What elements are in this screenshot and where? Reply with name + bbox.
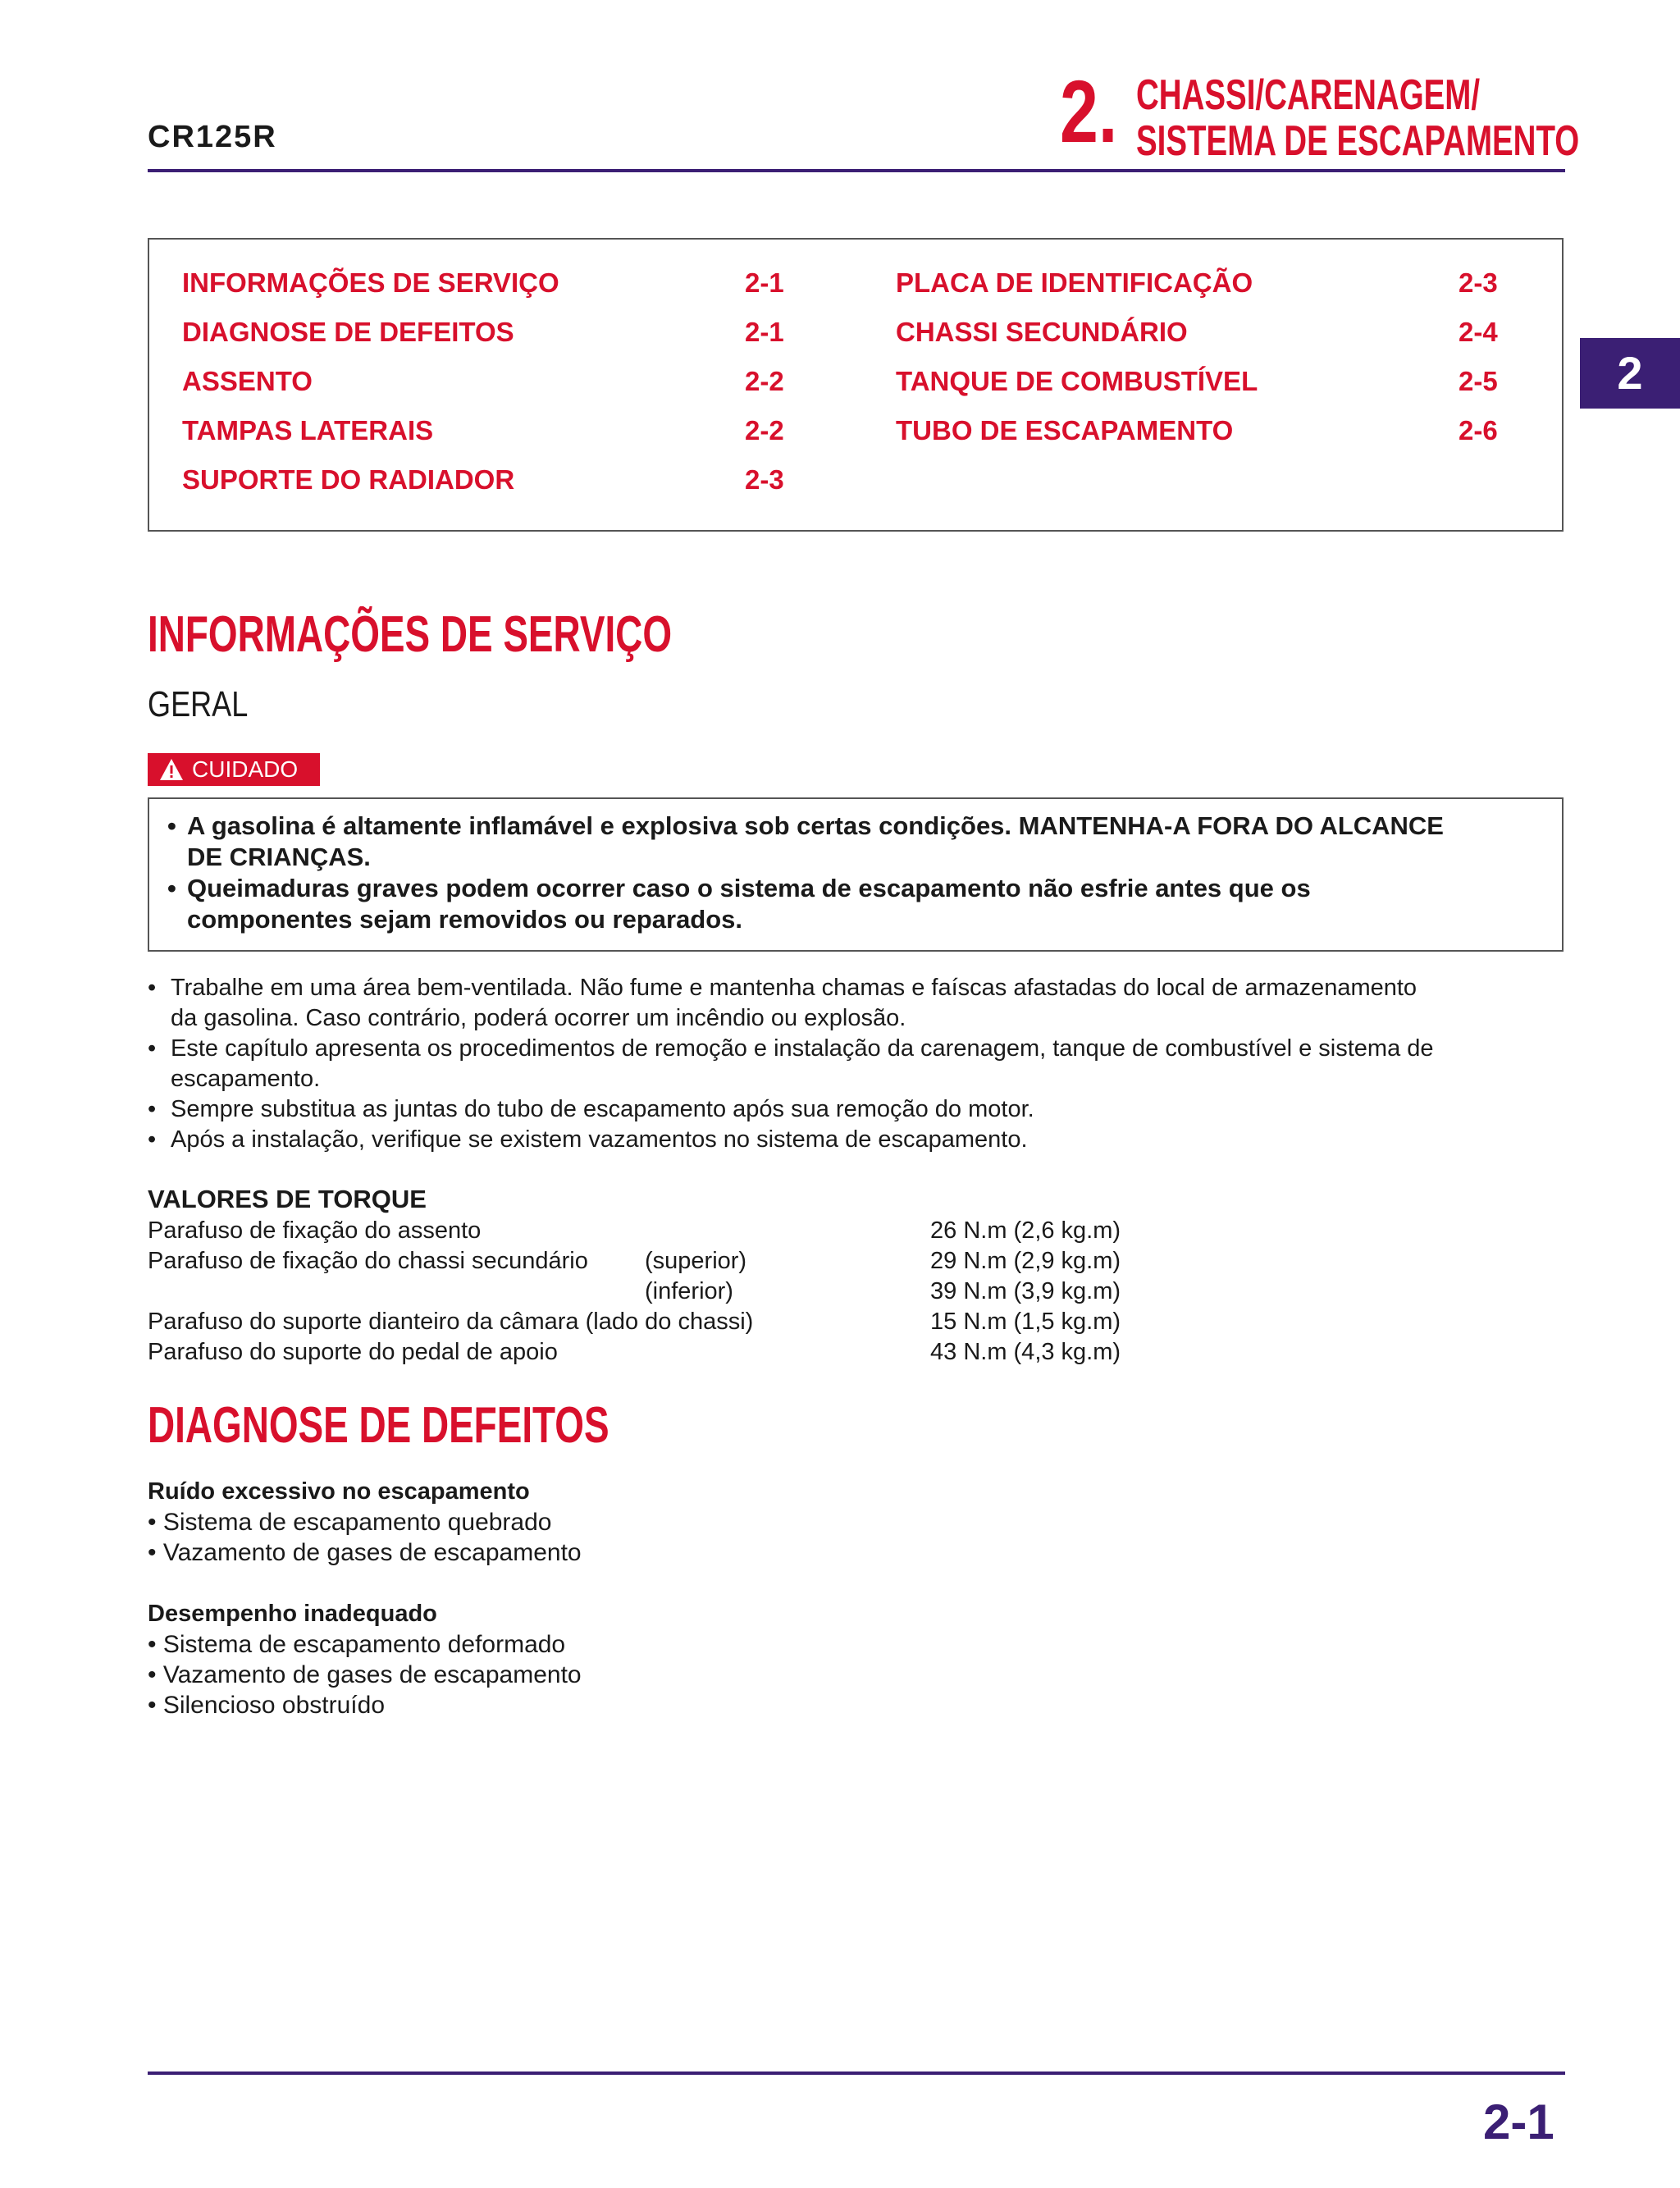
toc-link[interactable]: CHASSI SECUNDÁRIO — [896, 317, 1188, 347]
toc-link[interactable]: ASSENTO — [182, 366, 313, 396]
torque-values-title: VALORES DE TORQUE — [148, 1185, 427, 1213]
diagnosis-heading: Ruído excessivo no escapamento — [148, 1478, 530, 1505]
toc-link[interactable]: DIAGNOSE DE DEFEITOS — [182, 317, 514, 347]
toc-page: 2-1 — [745, 267, 784, 298]
warning-box — [148, 797, 1564, 952]
torque-item: Parafuso do suporte dianteiro da câmara (lado do chassi) — [148, 1309, 754, 1335]
toc-link[interactable]: PLACA DE IDENTIFICAÇÃO — [896, 267, 1253, 298]
torque-value: 29 N.m (2,9 kg.m) — [930, 1248, 1121, 1274]
torque-item: Parafuso de fixação do chassi secundário — [148, 1248, 588, 1274]
toc-page: 2-3 — [1459, 267, 1498, 298]
toc-page: 2-3 — [745, 464, 784, 495]
toc-page: 2-5 — [1459, 366, 1498, 396]
footer-rule — [148, 2072, 1565, 2075]
chapter-number: 2. — [1060, 62, 1118, 161]
warning-text: componentes sejam removidos ou reparados. — [187, 905, 743, 934]
caution-label: CUIDADO — [192, 756, 299, 782]
torque-qualifier: (inferior) — [645, 1278, 733, 1304]
toc-page: 2-1 — [745, 317, 784, 347]
list-item: • Trabalhe em uma área bem-ventilada. Não fume e mantenha chamas e faíscas afastadas do local de armazenamento da gasolina. Caso contrário, poderá ocorrer um incêndio ou explosão. — [148, 973, 1567, 1034]
list-item: • Sempre substitua as juntas do tubo de escapamento após sua remoção do motor. — [148, 1094, 1567, 1125]
toc-link[interactable]: SUPORTE DO RADIADOR — [182, 464, 515, 495]
warning-text: DE CRIANÇAS. — [187, 843, 371, 871]
chapter-tab[interactable]: 2 — [1580, 338, 1680, 409]
toc-link[interactable]: INFORMAÇÕES DE SERVIÇO — [182, 267, 559, 298]
toc-page: 2-6 — [1459, 415, 1498, 445]
section-title-diagnosis: DIAGNOSE DE DEFEITOS — [148, 1397, 609, 1454]
chapter-title — [1136, 72, 1579, 164]
caution-badge — [148, 753, 320, 786]
torque-value: 39 N.m (3,9 kg.m) — [930, 1278, 1121, 1304]
list-item: • Este capítulo apresenta os procedimentos de remoção e instalação da carenagem, tanque de combustível e sistema de escapamento. — [148, 1034, 1567, 1094]
diagnosis-heading: Desempenho inadequado — [148, 1601, 437, 1627]
model-name: CR125R — [148, 120, 277, 154]
torque-value: 15 N.m (1,5 kg.m) — [930, 1309, 1121, 1335]
service-notes-list — [148, 973, 1567, 1155]
torque-value: 26 N.m (2,6 kg.m) — [930, 1217, 1121, 1244]
note-text: Este capítulo apresenta os procedimentos de remoção e instalação da carenagem, tanque de combustível e sistema de — [171, 1035, 1434, 1062]
diagnosis-item: • Sistema de escapamento deformado — [148, 1631, 566, 1658]
toc-page: 2-4 — [1459, 317, 1498, 347]
chapter-title-line2: SISTEMA DE ESCAPAMENTO — [1136, 117, 1580, 165]
diagnosis-item: • Vazamento de gases de escapamento — [148, 1539, 582, 1566]
diagnosis-item: • Vazamento de gases de escapamento — [148, 1661, 582, 1688]
warning-text: A gasolina é altamente inflamável e explosiva sob certas condições. MANTENHA-A FORA DO ALCANCE — [187, 811, 1444, 840]
note-text: da gasolina. Caso contrário, poderá ocorrer um incêndio ou explosão. — [171, 1005, 906, 1031]
table-of-contents — [148, 238, 1564, 532]
toc-link[interactable]: TANQUE DE COMBUSTÍVEL — [896, 366, 1258, 396]
subsection-title-general: GERAL — [148, 684, 249, 724]
warning-item: • A gasolina é altamente inflamável e explosiva sob certas condições. MANTENHA-A FORA DO ALCANCE DE CRIANÇAS. — [167, 811, 1444, 871]
torque-item: Parafuso de fixação do assento — [148, 1217, 482, 1244]
note-text: Após a instalação, verifique se existem vazamentos no sistema de escapamento. — [171, 1126, 1028, 1153]
toc-link[interactable]: TAMPAS LATERAIS — [182, 415, 434, 445]
note-text: escapamento. — [171, 1066, 321, 1092]
warning-text: Queimaduras graves podem ocorrer caso o sistema de escapamento não esfrie antes que os — [187, 874, 1311, 902]
toc-page: 2-2 — [745, 415, 784, 445]
warning-icon — [159, 758, 184, 781]
toc-link[interactable]: TUBO DE ESCAPAMENTO — [896, 415, 1234, 445]
note-text: Trabalhe em uma área bem-ventilada. Não fume e mantenha chamas e faíscas afastadas do local de armazenamento — [171, 975, 1418, 1001]
page-number: 2-1 — [1483, 2094, 1554, 2149]
warning-item: • Queimaduras graves podem ocorrer caso o sistema de escapamento não esfrie antes que os componentes sejam removidos ou reparados. — [167, 874, 1311, 934]
diagnosis-item: • Sistema de escapamento quebrado — [148, 1509, 552, 1536]
torque-value: 43 N.m (4,3 kg.m) — [930, 1339, 1121, 1365]
header-rule — [148, 169, 1565, 172]
torque-item: Parafuso do suporte do pedal de apoio — [148, 1339, 558, 1365]
note-text: Sempre substitua as juntas do tubo de escapamento após sua remoção do motor. — [171, 1096, 1034, 1122]
toc-page: 2-2 — [745, 366, 784, 396]
diagnosis-item: • Silencioso obstruído — [148, 1692, 385, 1719]
section-title-service-info: INFORMAÇÕES DE SERVIÇO — [148, 606, 673, 663]
chapter-title-line1: CHASSI/CARENAGEM/ — [1136, 71, 1481, 119]
list-item: • Após a instalação, verifique se existem vazamentos no sistema de escapamento. — [148, 1125, 1567, 1155]
torque-qualifier: (superior) — [645, 1248, 747, 1274]
